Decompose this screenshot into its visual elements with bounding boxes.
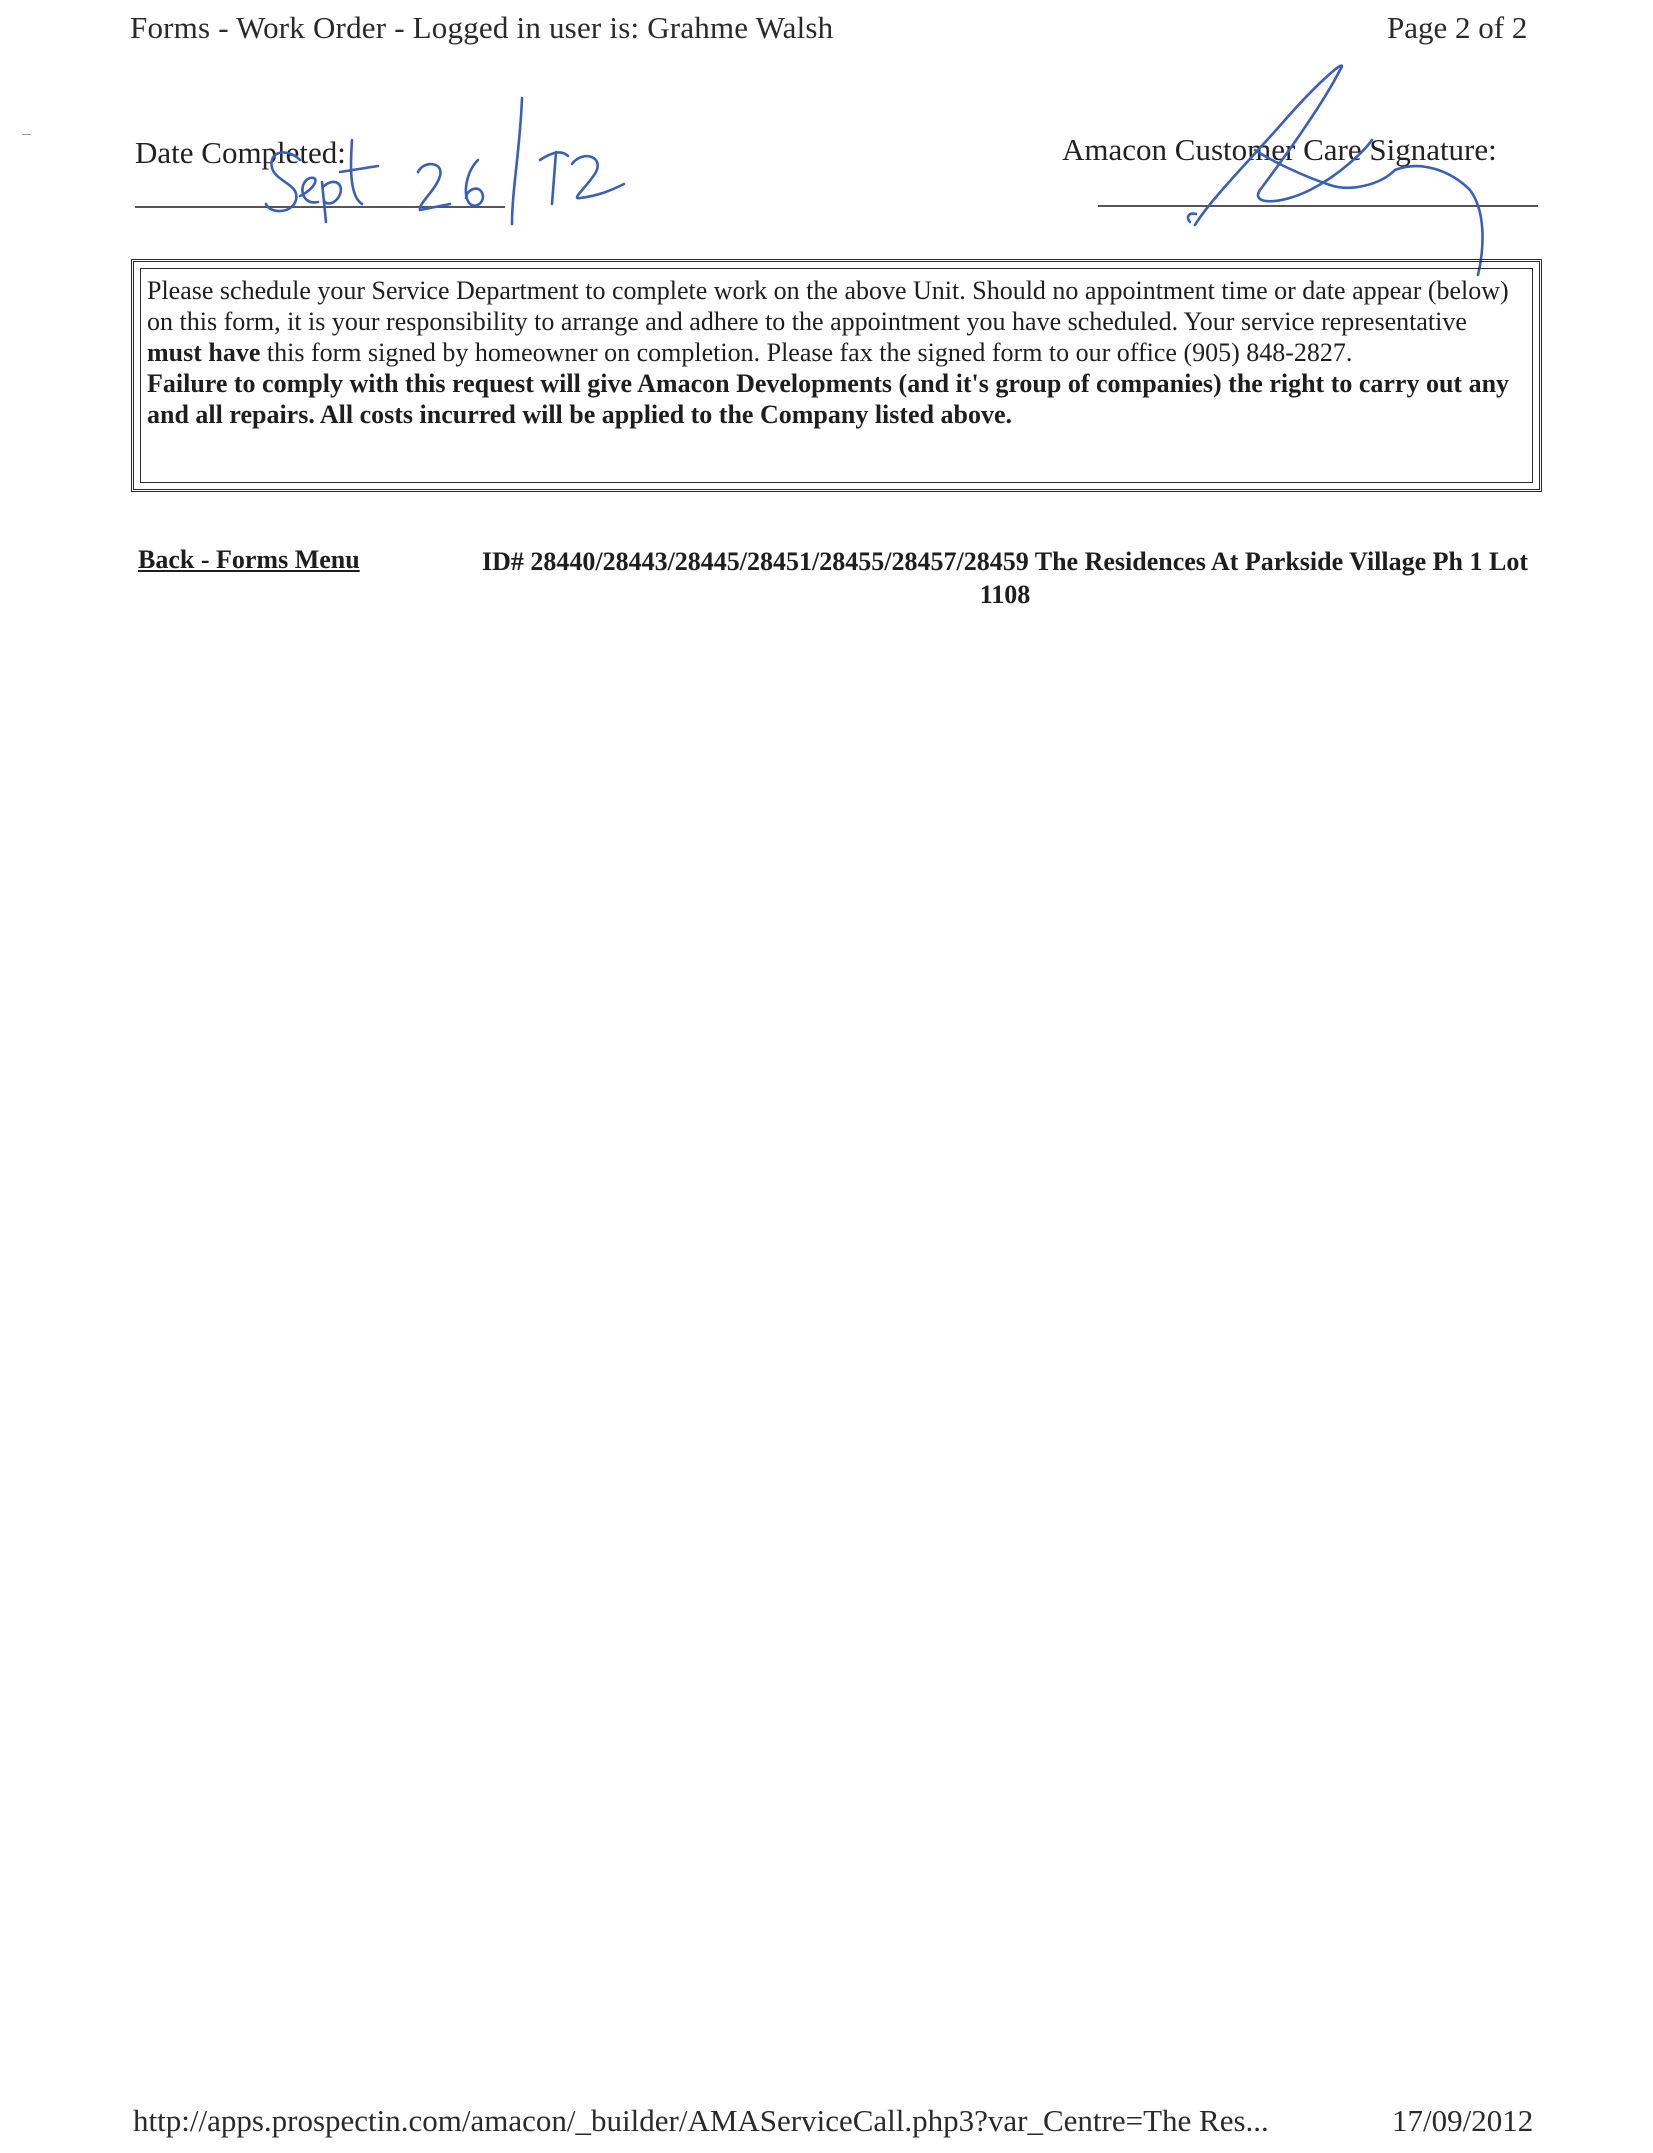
handwritten-date-2: [418, 164, 450, 210]
customer-care-signature-line: [1098, 205, 1538, 207]
footer-date: 17/09/2012: [1392, 2103, 1534, 2138]
scan-margin-mark: [22, 134, 31, 135]
customer-care-signature: [1188, 66, 1483, 275]
notice-instructions-part1: Please schedule your Service Department to complete work on the above Unit. Should no appointment time or date appear (below) on this form, it is your responsibility to arrange and adhere to the appointment you have scheduled. Your service representative: [147, 276, 1509, 336]
handwritten-date-e: [300, 178, 318, 203]
notice-instructions: [147, 275, 1524, 368]
date-completed-label: Date Completed:: [135, 135, 346, 170]
record-id-line: ID# 28440/28443/28445/28451/28455/28457/28459 The Residences At Parkside Village Ph 1 Lot 1108: [481, 547, 1529, 609]
notice-instructions-part2: this form signed by homeowner on completion. Please fax the signed form to our office (905) 848-2827.: [260, 338, 1353, 367]
back-forms-menu-link[interactable]: Back - Forms Menu: [138, 545, 360, 574]
notice-must-have: must have: [147, 338, 261, 367]
handwritten-date-6: [466, 160, 483, 206]
handwritten-date-1: [540, 152, 568, 204]
handwritten-date-2b: [572, 156, 624, 198]
footer-url: http://apps.prospectin.com/amacon/_builder/AMAServiceCall.php3?var_Centre=The Res...: [133, 2103, 1269, 2138]
notice-warning: Failure to comply with this request will give Amacon Developments (and it's group of companies) the right to carry out any and all repairs. All costs incurred will be applied to the Company listed above.: [147, 369, 1510, 429]
page-number: Page 2 of 2: [1387, 10, 1528, 45]
handwritten-date-p: [322, 182, 341, 222]
signature-hook: [1188, 214, 1196, 222]
handwritten-date-slash: [512, 98, 522, 224]
notice-text: [140, 268, 1533, 483]
customer-care-signature-label: Amacon Customer Care Signature:: [1062, 132, 1497, 167]
page-header-title: Forms - Work Order - Logged in user is: Grahme Walsh: [130, 10, 834, 45]
date-completed-line: [135, 206, 505, 208]
notice-box: [131, 259, 1542, 492]
